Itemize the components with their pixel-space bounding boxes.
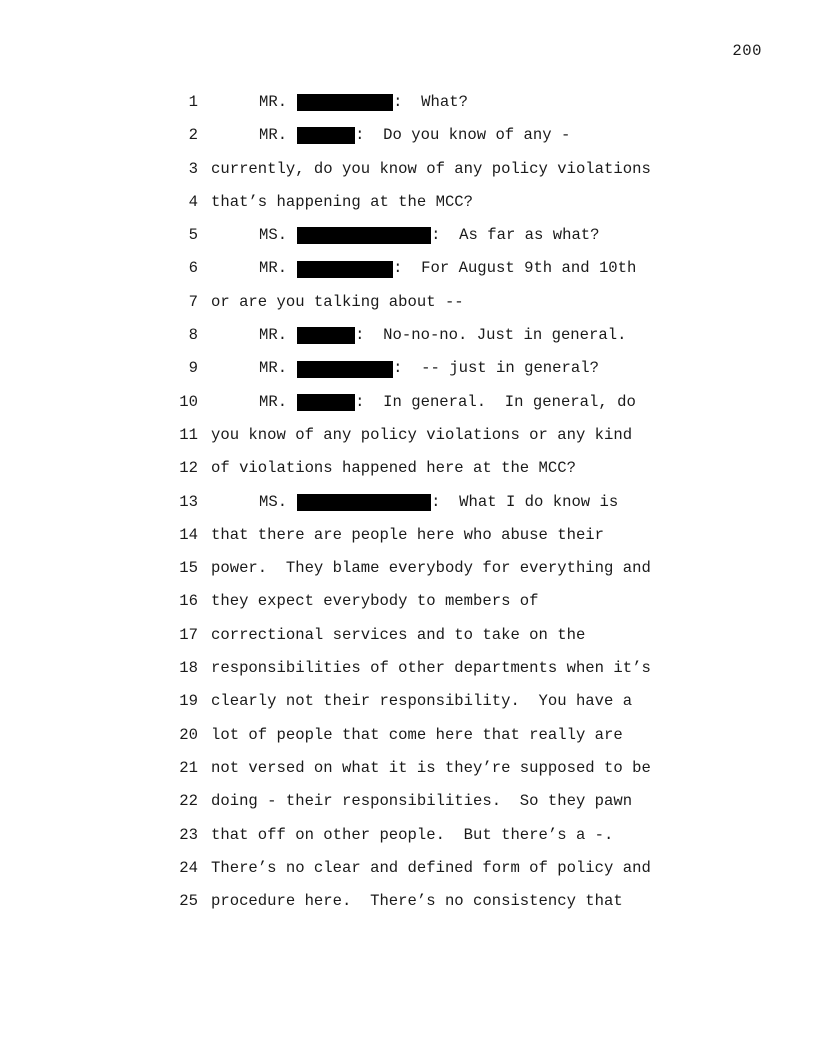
- speaker-statement: : What?: [393, 93, 468, 111]
- speaker-statement: : Do you know of any -: [355, 126, 571, 145]
- line-text: that off on other people. But there’s a -.: [211, 825, 614, 844]
- transcript-line: [0, 386, 816, 419]
- line-number: 17: [179, 625, 198, 644]
- line-number: 21: [179, 758, 198, 777]
- speaker-line: [259, 219, 600, 252]
- speaker-line: [259, 252, 636, 285]
- speaker-title: MR.: [259, 326, 288, 345]
- transcript-line: [0, 186, 816, 219]
- transcript-line: [0, 652, 816, 685]
- speaker-title: MS.: [259, 492, 288, 511]
- line-text: you know of any policy violations or any kind: [211, 425, 633, 444]
- speaker-statement: : For August 9th and 10th: [393, 259, 637, 278]
- line-number: 13: [179, 492, 198, 511]
- redacted-name-block: [297, 261, 393, 278]
- transcript-line: [0, 419, 816, 452]
- line-number: 3: [188, 159, 198, 178]
- line-number: 8: [188, 326, 198, 345]
- speaker-statement: : In general. In general, do: [355, 392, 636, 411]
- speaker-statement: : -- just in general?: [393, 359, 599, 378]
- transcript-line: [0, 852, 816, 885]
- line-text: responsibilities of other departments when it’s: [211, 659, 651, 678]
- redacted-name-block: [297, 127, 355, 144]
- speaker-line: [259, 119, 570, 152]
- redacted-name-block: [297, 361, 393, 378]
- speaker-title: MR.: [259, 259, 288, 278]
- redacted-name-block: [297, 394, 355, 411]
- line-text: clearly not their responsibility. You have a: [211, 692, 633, 711]
- transcript-line: [0, 552, 816, 585]
- transcript-line: [0, 619, 816, 652]
- transcript-line: [0, 519, 816, 552]
- line-text: not versed on what it is they’re supposed to be: [211, 758, 651, 777]
- transcript-line: [0, 86, 816, 119]
- line-number: 12: [179, 459, 198, 478]
- line-text: power. They blame everybody for everything and: [211, 559, 651, 578]
- line-text: that there are people here who abuse their: [211, 525, 605, 544]
- line-number: 10: [179, 392, 198, 411]
- transcript-line: [0, 685, 816, 718]
- line-text: procedure here. There’s no consistency that: [211, 892, 623, 911]
- speaker-title: MR.: [259, 359, 288, 378]
- transcript-line: [0, 252, 816, 285]
- line-text: lot of people that come here that really are: [211, 725, 623, 744]
- line-text: currently, do you know of any policy violations: [211, 159, 651, 178]
- speaker-title: MS.: [259, 226, 288, 245]
- line-number: 14: [179, 525, 198, 544]
- speaker-statement: : No-no-no. Just in general.: [355, 326, 627, 345]
- transcript-line: [0, 119, 816, 152]
- line-number: 15: [179, 559, 198, 578]
- transcript-line: [0, 819, 816, 852]
- transcript-line: [0, 452, 816, 485]
- redacted-name-block: [297, 327, 355, 344]
- transcript-line: [0, 486, 816, 519]
- speaker-statement: : As far as what?: [431, 226, 600, 245]
- line-number: 16: [179, 592, 198, 611]
- line-number: 18: [179, 659, 198, 678]
- transcript-line: [0, 752, 816, 785]
- line-text: correctional services and to take on the: [211, 625, 586, 644]
- speaker-line: [259, 352, 599, 385]
- transcript-line: [0, 785, 816, 818]
- speaker-title: MR.: [259, 392, 288, 411]
- line-number: 4: [188, 192, 198, 211]
- line-number: 23: [179, 825, 198, 844]
- transcript-line: [0, 352, 816, 385]
- transcript-line: [0, 719, 816, 752]
- line-number: 11: [179, 425, 198, 444]
- speaker-line: [259, 486, 618, 519]
- line-number: 5: [188, 226, 198, 245]
- speaker-statement: : What I do know is: [431, 492, 619, 511]
- line-number: 22: [179, 792, 198, 811]
- page-number: 200: [732, 42, 762, 60]
- line-number: 24: [179, 858, 198, 877]
- transcript-body: [0, 86, 816, 918]
- line-number: 1: [188, 93, 198, 111]
- transcript-line: [0, 219, 816, 252]
- line-text: that’s happening at the MCC?: [211, 192, 474, 211]
- line-text: or are you talking about --: [211, 292, 464, 311]
- line-number: 2: [188, 126, 198, 145]
- transcript-line: [0, 286, 816, 319]
- line-number: 25: [179, 892, 198, 911]
- transcript-line: [0, 319, 816, 352]
- line-number: 20: [179, 725, 198, 744]
- transcript-line: [0, 153, 816, 186]
- redacted-name-block: [297, 494, 431, 511]
- line-text: doing - their responsibilities. So they pawn: [211, 792, 633, 811]
- line-number: 19: [179, 692, 198, 711]
- line-number: 6: [188, 259, 198, 278]
- transcript-line: [0, 585, 816, 618]
- line-text: There’s no clear and defined form of policy and: [211, 858, 651, 877]
- line-number: 7: [188, 292, 198, 311]
- redacted-name-block: [297, 94, 393, 111]
- speaker-line: [259, 319, 626, 352]
- line-number: 9: [188, 359, 198, 378]
- speaker-title: MR.: [259, 126, 288, 145]
- speaker-line: [259, 86, 468, 119]
- line-text: they expect everybody to members of: [211, 592, 539, 611]
- redacted-name-block: [297, 227, 431, 244]
- speaker-line: [259, 386, 636, 419]
- speaker-title: MR.: [259, 93, 288, 111]
- transcript-line: [0, 885, 816, 918]
- line-text: of violations happened here at the MCC?: [211, 459, 576, 478]
